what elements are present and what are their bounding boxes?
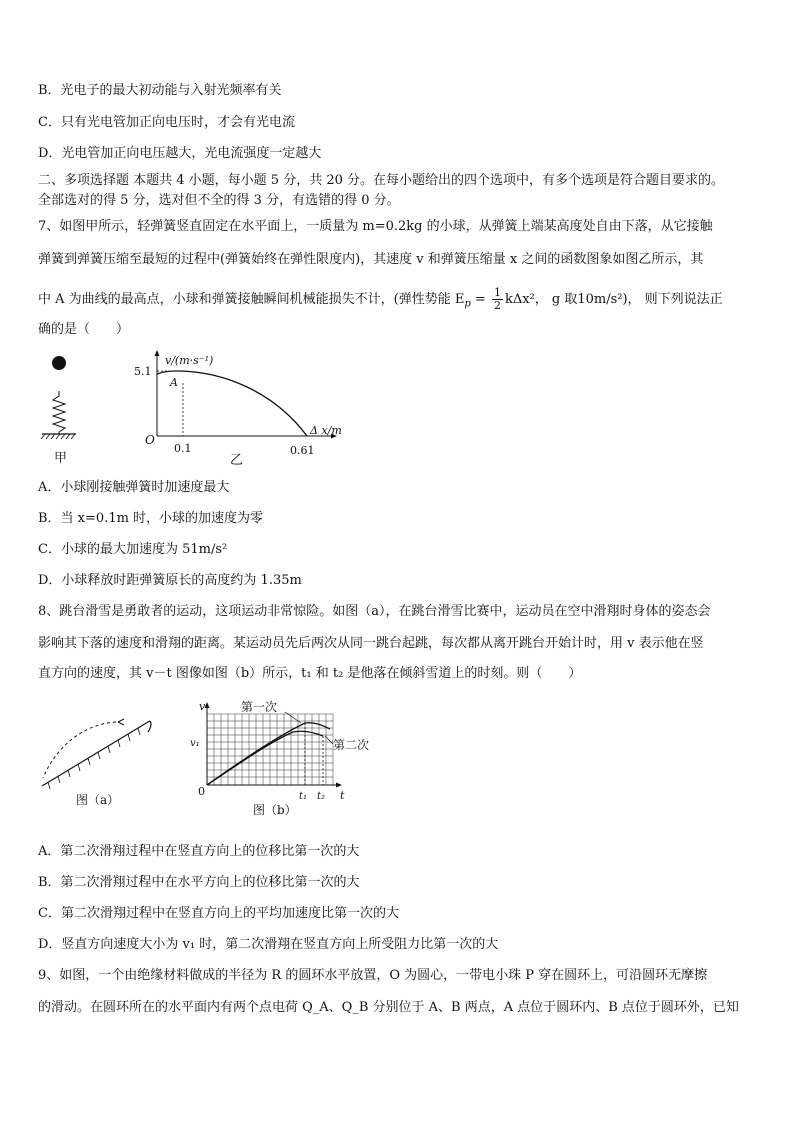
q7-figure-yi-graph <box>130 348 360 468</box>
v-axis-arrow-icon <box>205 702 210 708</box>
vt-t1-label: t₁ <box>299 791 308 802</box>
q7-fraction <box>492 287 503 312</box>
q7-stem-line3-b: kΔx²， g 取10m/s²)， 则下列说法正 <box>504 292 723 307</box>
graph-x-label: Δ x/m <box>310 424 342 437</box>
velocity-curve <box>157 371 307 436</box>
q8-option-b: B．第二次滑翔过程中在水平方向上的位移比第一次的大 <box>38 875 360 890</box>
q8-figure-a <box>38 712 163 812</box>
y-axis-arrow-icon <box>155 350 160 356</box>
graph-x-tick-2: 0.61 <box>290 444 315 457</box>
q7-stem-line3-a: 中 A 为曲线的最高点，小球和弹簧接触瞬间机械能损失不计，(弹性势能 E <box>38 292 465 307</box>
q8-option-c: C．第二次滑翔过程中在竖直方向上的平均加速度比第一次的大 <box>38 906 399 921</box>
fig-a-caption: 图（a） <box>76 793 120 807</box>
vt-v1-label: v₁ <box>190 738 200 749</box>
section-heading-line2: 全部选对的得 5 分，选对但不全的得 3 分，有选错的得 0 分。 <box>38 193 400 208</box>
vt-v-label: v <box>199 700 206 713</box>
graph-x-tick-1: 0.1 <box>174 442 192 455</box>
fig-jia-label: 甲 <box>54 451 68 466</box>
fig-b-caption: 图（b） <box>253 803 297 817</box>
q7-option-d: D．小球释放时距弹簧原长的高度约为 1.35m <box>38 573 302 588</box>
ground-hatch <box>41 434 75 439</box>
graph-origin: O <box>145 433 155 447</box>
q7-option-c: C．小球的最大加速度为 51m/s² <box>38 542 228 557</box>
slope-hatch <box>48 728 140 789</box>
skier-icon <box>118 719 124 725</box>
q9-stem-line2: 的滑动。在圆环所在的水平面内有两个点电荷 Q_A、Q_B 分别位于 A、B 两点，A 点位于圆环内、B 点位于圆环外，已知 <box>38 1000 739 1015</box>
q7-figure-jia <box>38 350 88 470</box>
q7-fraction-den: 2 <box>493 299 501 312</box>
graph-y-label: v/(m·s⁻¹) <box>165 354 214 367</box>
vt-t2-label: t₂ <box>317 791 326 802</box>
q7-stem-line4: 确的是（ ） <box>38 322 130 337</box>
t-axis-arrow-icon <box>336 783 342 788</box>
q8-stem-line3: 直方向的速度，其 v－t 图像如图（b）所示，t₁ 和 t₂ 是他落在倾斜雪道上的时刻。则（ ） <box>38 666 582 681</box>
q6-option-c: C．只有光电管加正向电压时，才会有光电流 <box>38 115 295 130</box>
q8-option-a: A．第二次滑翔过程中在竖直方向上的位移比第一次的大 <box>38 844 360 859</box>
ramp-lip <box>148 721 151 732</box>
q8-stem-line1: 8、跳台滑雪是勇敢者的运动，这项运动非常惊险。如图（a），在跳台滑雪比赛中，运动员在空中滑翔时身体的姿态会 <box>38 604 711 619</box>
graph-point-a: A <box>170 376 178 389</box>
q8-figure-b-graph <box>185 700 370 818</box>
fig-yi-label: 乙 <box>230 453 244 468</box>
q8-option-d: D．竖直方向速度大小为 v₁ 时，第二次滑翔在竖直方向上所受阻力比第一次的大 <box>38 937 499 952</box>
q6-option-d: D．光电管加正向电压越大，光电流强度一定越大 <box>38 146 322 161</box>
q7-ep-subscript: p <box>464 298 471 310</box>
spring-icon <box>53 391 65 432</box>
q8-stem-line2: 影响其下落的速度和滑翔的距离。某运动员先后两次从同一跳台起跳，每次都从离开跳台开始计时，用 v 表示他在竖 <box>38 636 704 651</box>
q9-stem-line1: 9、如图，一个由绝缘材料做成的半径为 R 的圆环水平放置，O 为圆心，一带电小珠 P 穿在圆环上，可沿圆环无摩擦 <box>38 968 708 983</box>
q7-stem-line2: 弹簧到弹簧压缩至最短的过程中(弹簧始终在弹性限度内)，其速度 v 和弹簧压缩量 x 之间的函数图象如图乙所示，其 <box>38 252 704 267</box>
q7-stem-line1: 7、如图甲所示，轻弹簧竖直固定在水平面上，一质量为 m=0.2kg 的小球，从弹簧上端某高度处自由下落，从它接触 <box>38 219 713 234</box>
label-first: 第一次 <box>241 700 278 714</box>
vt-t-label: t <box>340 789 345 802</box>
section-heading-line1: 二、多项选择题 本题共 4 小题，每小题 5 分，共 20 分。在每小题给出的四个选项中，有多个选项是符合题目要求的。 <box>38 173 725 188</box>
label-second: 第二次 <box>333 738 370 752</box>
graph-grid <box>207 714 333 785</box>
q7-option-b: B．当 x=0.1m 时，小球的加速度为零 <box>38 511 264 526</box>
q7-stem-line3 <box>38 287 723 313</box>
graph-y-tick: 5.1 <box>134 365 152 378</box>
vt-origin: 0 <box>198 785 205 798</box>
q7-fraction-num: 1 <box>493 286 501 299</box>
q7-option-a: A．小球刚接触弹簧时加速度最大 <box>38 480 230 495</box>
ball-icon <box>52 356 66 370</box>
q7-equals: = <box>470 292 490 307</box>
q6-option-b: B．光电子的最大初动能与入射光频率有关 <box>38 83 282 98</box>
first-pointer <box>285 712 301 723</box>
